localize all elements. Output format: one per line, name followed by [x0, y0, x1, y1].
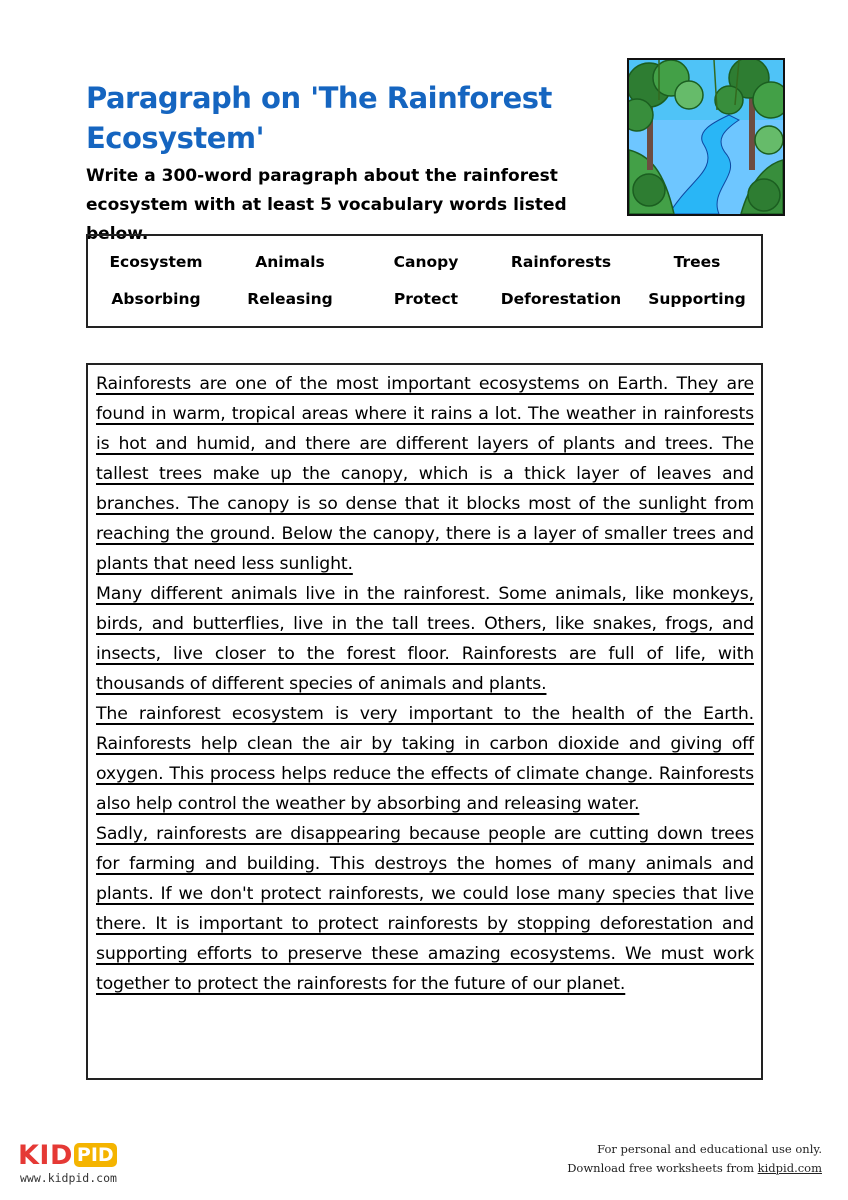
footer-note	[567, 1140, 822, 1178]
page-title: Paragraph on 'The Rainforest Ecosystem'	[86, 81, 552, 155]
vocab-word: Supporting	[648, 290, 746, 308]
vocab-word: Animals	[255, 253, 325, 271]
vocab-word: Ecosystem	[109, 253, 203, 271]
vocab-word: Trees	[673, 253, 721, 271]
vocabulary-box	[86, 234, 763, 328]
paragraph: Sadly, rainforests are disappearing because people are cutting down trees for farming and building. This destroys the homes of many animals and plants. If we don't protect rainforests, we could lose many species that live there. It is important to protect rainforests by stopping deforestation and supporting efforts to preserve these amazing ecosystems. We must work together to protect the rainforests for the future of our planet.	[96, 824, 754, 994]
paragraph: Rainforests are one of the most important ecosystems on Earth. They are found in warm, tropical areas where it rains a lot. The weather in rainforests is hot and humid, and there are different layers of plants and trees. The tallest trees make up the canopy, which is a thick layer of leaves and branches. The canopy is so dense that it blocks most of the sunlight from reaching the ground. Below the canopy, there is a layer of smaller trees and plants that need less sunlight.	[96, 374, 754, 574]
site-url: www.kidpid.com	[20, 1171, 117, 1185]
vocab-word: Absorbing	[111, 290, 201, 308]
paragraph: The rainforest ecosystem is very important to the health of the Earth. Rainforests help clean the air by taking in carbon dioxide and giving off oxygen. This process helps reduce the effects of climate change. Rainforests also help control the weather by absorbing and releasing water.	[96, 704, 754, 814]
paragraph: Many different animals live in the rainforest. Some animals, like monkeys, birds, and butterflies, live in the tall trees. Others, like snakes, frogs, and insects, live closer to the forest floor. Rainforests are full of life, with thousands of different species of animals and plants.	[96, 584, 754, 694]
vocab-word: Releasing	[247, 290, 333, 308]
logo-word: KID	[18, 1140, 73, 1171]
footer-line-1: For personal and educational use only.	[597, 1142, 822, 1156]
footer-line-2-prefix: Download free worksheets from	[567, 1161, 758, 1175]
logo-badge: PID	[74, 1143, 117, 1167]
paragraph-text	[96, 369, 754, 999]
vocab-word: Canopy	[393, 253, 459, 271]
footer-line-2	[567, 1159, 822, 1178]
footer-link[interactable]: kidpid.com	[757, 1161, 822, 1175]
vocab-word: Rainforests	[510, 253, 612, 271]
vocab-word: Protect	[393, 290, 459, 308]
instructions: Write a 300-word paragraph about the rainforest ecosystem with at least 5 vocabulary words listed below.	[86, 166, 567, 244]
kidpid-logo	[18, 1140, 117, 1171]
rainforest-illustration	[627, 58, 785, 216]
vocab-word: Deforestation	[500, 290, 622, 308]
paragraph-box	[86, 363, 763, 1080]
